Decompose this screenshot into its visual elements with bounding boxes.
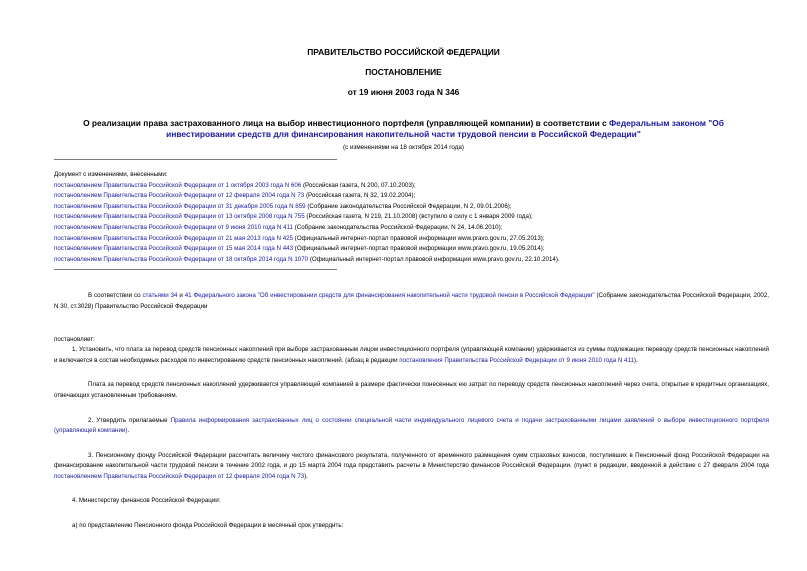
- intro-paragraph: [54, 291, 769, 312]
- government-name: ПРАВИТЕЛЬСТВО РОССИЙСКОЙ ФЕДЕРАЦИИ: [307, 47, 500, 57]
- paragraph-4: 4. Министерству финансов Российской Федерации:: [72, 497, 221, 505]
- document-title-text: О реализации права застрахованного лица на выбор инвестиционного портфеля (управляющей компании) в соответствии с: [83, 118, 610, 128]
- amendment-item: [54, 234, 769, 245]
- divider-bottom: [54, 269, 337, 270]
- amendment-link[interactable]: постановлением Правительства Российской Федерации от 9 июня 2010 года N 411: [54, 223, 293, 231]
- amendment-item: [54, 191, 769, 202]
- paragraph-1: [54, 345, 769, 366]
- federal-law-link[interactable]: Федеральным законом "Об инвестировании средств для финансирования накопительной части трудовой пенсии в Российской Федерации": [166, 118, 724, 139]
- amendment-note: (Собрание законодательства Российской Федерации, N 2, 09.01.2006);: [305, 202, 512, 210]
- paragraph-2-text: 2. Утвердить прилагаемые: [88, 416, 171, 424]
- amendment-item: [54, 255, 769, 266]
- divider-top: [54, 159, 337, 160]
- amendment-link[interactable]: постановлением Правительства Российской Федерации от 12 февраля 2004 года N 73: [54, 192, 305, 200]
- amendment-note: (Российская газета, N 219, 21.10.2008) (вступило в силу с 1 января 2009 года);: [304, 213, 533, 221]
- amendment-item: [54, 212, 769, 223]
- amendment-link[interactable]: постановлением Правительства Российской Федерации от 1 октября 2003 года N 606: [54, 181, 302, 189]
- amendment-note: (Официальный интернет-портал правовой информации www.pravo.gov.ru, 27.05.2013);: [293, 234, 545, 242]
- rules-link[interactable]: Правила информирования застрахованных лиц о состоянии специальной части индивидуального лицевого счета и подачи застрахованными лицами заявлений о выборе инвестиционного портфеля (управляющей компании): [54, 416, 770, 435]
- amendment-link[interactable]: постановлением Правительства Российской Федерации от 15 мая 2014 года N 443: [54, 245, 294, 253]
- paragraph-3-text: 3. Пенсионному фонду Российской Федерации рассчитать величину чистого финансового результата, полученного от временного размещения сумм страховых взносов, поступивших в Пенсионный фонд Российской Федерации на финансирование накопительной части трудовой пенсии в течение 2002 года, и до 15 марта 2004 года представить расчеты в Министерство финансов Российской Федерации. (пункт в редакции, введенной в действие с 27 февраля 2004 года: [54, 451, 769, 470]
- paragraph-3: [54, 451, 769, 483]
- amendment-note: (Официальный интернет-портал правовой информации www.pravo.gov.ru, 19.05.2014);: [293, 245, 545, 253]
- paragraph-2: [54, 416, 769, 437]
- paragraph-4a: а) по представлению Пенсионного фонда Российской Федерации в месячный срок утвердить:: [72, 522, 344, 530]
- document-title: [48, 118, 759, 139]
- amendment-item: [54, 202, 769, 213]
- amendment-link[interactable]: постановлением Правительства Российской Федерации от 18 октября 2014 года N 1070: [54, 255, 309, 263]
- intro-text-a: В соответствии со: [88, 292, 143, 300]
- amendment-link[interactable]: постановлением Правительства Российской Федерации от 31 декабря 2005 года N 859: [54, 202, 306, 210]
- paragraph-3-end: ).: [304, 472, 309, 480]
- document-date-number: от 19 июня 2003 года N 346: [347, 87, 460, 97]
- paragraph-1-text: 1. Установить, что плата за перевод средств пенсионных накоплений при выборе застрахованным лицом инвестиционного портфеля (управляющей компании) удерживается из суммы подлежащих переводу средств пенсионных накоплений и включается в состав необходимых расходов по инвестированию средств пенсионных накоплений. (абзац в редакции: [54, 346, 769, 364]
- amendment-link[interactable]: постановлением Правительства Российской Федерации от 13 октября 2008 года N 755: [54, 213, 305, 221]
- amendment-link[interactable]: постановлением Правительства Российской Федерации от 21 мая 2013 года N 425: [54, 234, 294, 242]
- document-header: [38, 0, 769, 97]
- edition-note: (с изменениями на 18 октября 2014 года): [342, 144, 465, 151]
- article-34-link[interactable]: статьями 34: [142, 292, 178, 300]
- paragraph-3-link[interactable]: постановлением Правительства Российской Федерации от 12 февраля 2004 года N 73: [54, 472, 305, 480]
- amendment-item: [54, 223, 769, 234]
- article-41-link[interactable]: 41 Федерального закона "Об инвестировании средств для финансирования накопительной части трудовой пенсии в Российской Федерации": [184, 292, 595, 300]
- amendment-note: (Официальный интернет-портал правовой информации www.pravo.gov.ru, 22.10.2014).: [308, 255, 560, 263]
- amendment-note: (Российская газета, N 32, 19.02.2004);: [304, 192, 416, 200]
- paragraph-1-link[interactable]: постановления Правительства Российской Федерации от 9 июня 2010 года N 411: [399, 356, 634, 364]
- paragraph-2-end: .: [127, 427, 130, 435]
- paragraph-fee: Плата за перевод средств пенсионных накоплений удерживается управляющей компанией в размере фактически понесенных ею затрат по переводу средств пенсионных накоплений через счета, открытые в кредитных организациях, отвечающих установленным требованиям.: [54, 381, 769, 399]
- amendment-item: [54, 181, 769, 192]
- decrees-word: постановляет:: [54, 335, 95, 343]
- amendment-note: (Собрание законодательства Российской Федерации, N 24, 14.06.2010);: [292, 223, 503, 231]
- intro-text-b: и: [177, 292, 185, 300]
- document-type: ПОСТАНОВЛЕНИЕ: [365, 67, 442, 77]
- paragraph-1-end: ).: [633, 356, 638, 364]
- amendment-note: (Российская газета, N 200, 07.10.2003);: [301, 181, 416, 189]
- amendments-heading: Документ с изменениями, внесенными:: [54, 171, 168, 178]
- amendments-block: [54, 164, 769, 269]
- intro-text-c: (Собрание законодательства Российской Федерации, 2002, N 30, ст.3028) Правительство Российской Федерации: [54, 292, 769, 310]
- amendment-item: [54, 244, 769, 255]
